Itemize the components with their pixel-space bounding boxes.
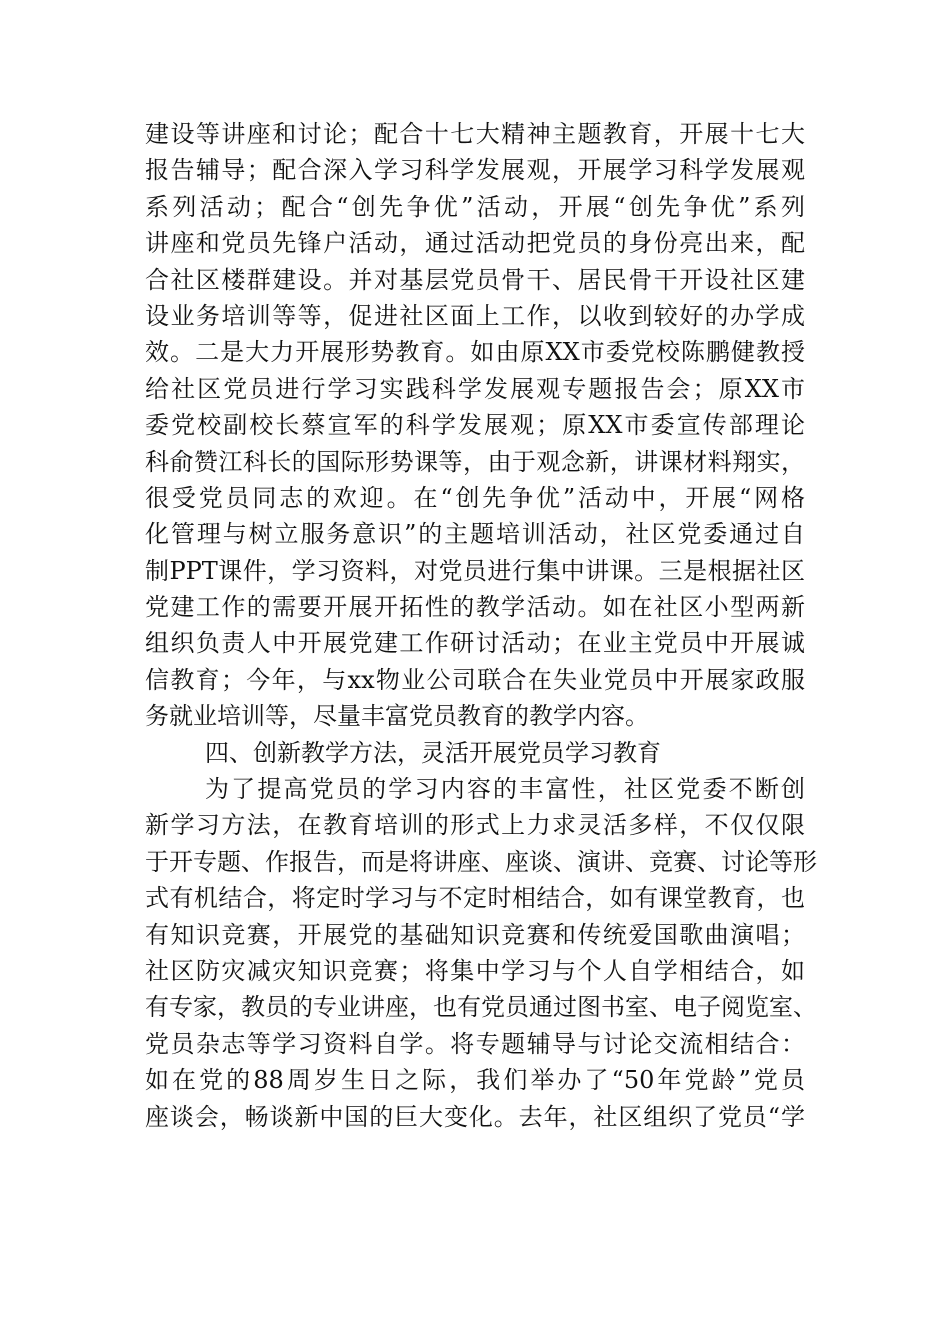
- paragraph-last-line: 务就业培训等，尽量丰富党员教育的教学内容。: [145, 702, 649, 731]
- text-line: 化管理与树立服务意识”的主题培训活动，社区党委通过自: [145, 520, 805, 549]
- text-line: 合社区楼群建设。并对基层党员骨干、居民骨干开设社区建: [145, 265, 805, 294]
- text-line: 给社区党员进行学习实践科学发展观专题报告会；原XX市: [145, 374, 805, 403]
- text-line: 有专家，教员的专业讲座，也有党员通过图书室、电子阅览室、: [145, 993, 817, 1022]
- text-line: 科俞赞江科长的国际形势课等，由于观念新，讲课材料翔实，: [145, 447, 805, 476]
- text-line: 讲座和党员先锋户活动，通过活动把党员的身份亮出来，配: [145, 229, 805, 258]
- text-line: 委党校副校长蔡宣军的科学发展观；原XX市委宣传部理论: [145, 411, 805, 440]
- text-line: 如在党的88周岁生日之际，我们举办了“50年党龄”党员: [145, 1066, 805, 1095]
- text-line: 式有机结合，将定时学习与不定时相结合，如有课堂教育，也: [145, 884, 805, 913]
- text-line: 设业务培训等等，促进社区面上工作，以收到较好的办学成: [145, 301, 805, 330]
- text-line: 社区防灾减灾知识竞赛；将集中学习与个人自学相结合，如: [145, 956, 805, 985]
- text-line: 制PPT课件，学习资料，对党员进行集中讲课。三是根据社区: [145, 556, 805, 585]
- text-line: 座谈会，畅谈新中国的巨大变化。去年，社区组织了党员“学: [145, 1102, 805, 1131]
- text-line: 信教育；今年，与xx物业公司联合在失业党员中开展家政服: [145, 665, 805, 694]
- text-line: 党建工作的需要开展开拓性的教学活动。如在社区小型两新: [145, 593, 805, 622]
- text-line: 有知识竞赛，开展党的基础知识竞赛和传统爱国歌曲演唱；: [145, 920, 805, 949]
- text-line: 报告辅导；配合深入学习科学发展观，开展学习科学发展观: [145, 156, 805, 185]
- text-line: 党员杂志等学习资料自学。将专题辅导与讨论交流相结合：: [145, 1029, 805, 1058]
- document-body: [145, 116, 817, 1135]
- text-line: 新学习方法，在教育培训的形式上力求灵活多样，不仅仅限: [145, 811, 805, 840]
- text-line: 效。二是大力开展形势教育。如由原XX市委党校陈鹏健教授: [145, 338, 805, 367]
- text-line: 组织负责人中开展党建工作研讨活动；在业主党员中开展诚: [145, 629, 805, 658]
- text-line: 很受党员同志的欢迎。在“创先争优”活动中，开展“网格: [145, 483, 805, 512]
- text-line: 建设等讲座和讨论；配合十七大精神主题教育，开展十七大: [145, 120, 805, 148]
- paragraph-first-line: 为了提高党员的学习内容的丰富性，社区党委不断创: [205, 775, 805, 804]
- text-line: 于开专题、作报告，而是将讲座、座谈、演讲、竞赛、讨论等形: [145, 847, 817, 876]
- section-heading: 四、创新教学方法，灵活开展党员学习教育: [205, 738, 661, 767]
- text-line: 系列活动；配合“创先争优”活动，开展“创先争优”系列: [145, 192, 805, 221]
